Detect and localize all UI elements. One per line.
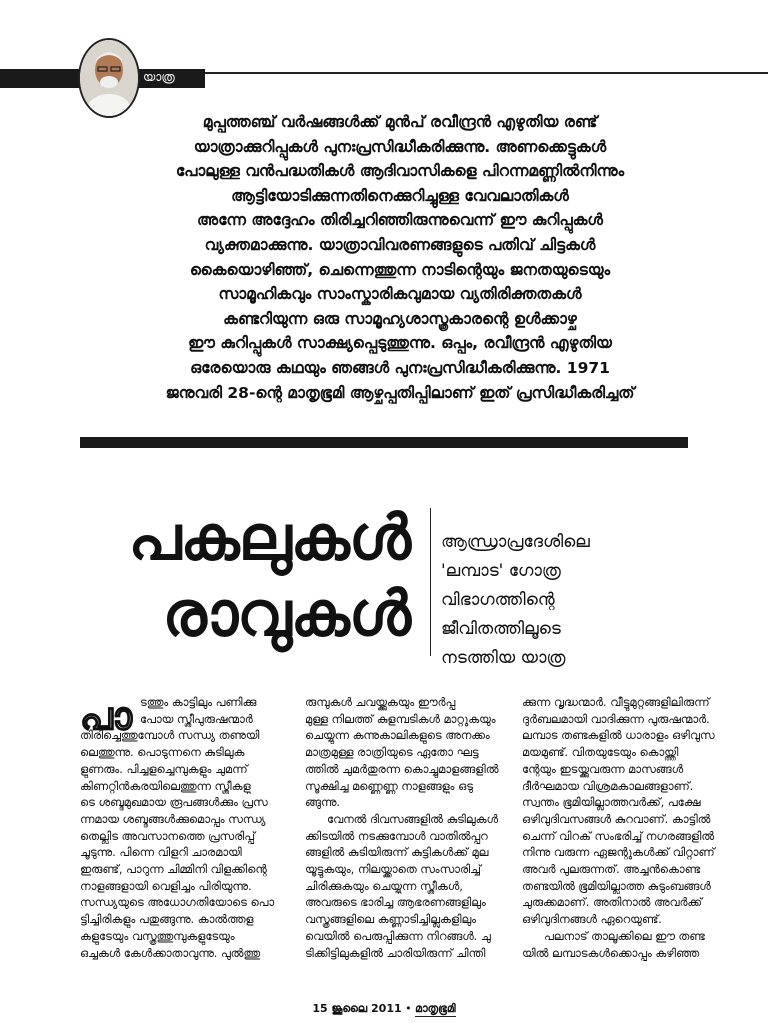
body-line: കളുടേയും വസ്ത്രത്തുമ്പുകളുടേയും (80, 928, 235, 943)
body-column-3 (522, 694, 729, 961)
body-line: ന്നമായ ശബ്ദങ്ങൾക്കുമൊപ്പം സന്ധ്യ (80, 811, 266, 826)
subhead-line: നടത്തിയ യാത്ര (441, 648, 566, 668)
body-line: ടെ ശബ്ദമുഖമായ രൂപങ്ങൾക്കും പ്രസ (80, 795, 268, 810)
body-line: ലമ്പാട തണ്ടകളിൽ ധാരാളം ഒഴിവുസ (522, 728, 715, 743)
body-line: അവർ പുലരുന്നത്. അച്ചൻകൊണ്ട (522, 862, 700, 877)
intro-line: കൈയൊഴിഞ്ഞ്, ചെന്നെത്തുന്ന നാടിന്റെയും ജനതയുടെയും (189, 260, 611, 279)
body-line: ഒഴിവുദിനങ്ങൾ ഏറെയുണ്ട്. (522, 912, 662, 927)
body-line: ക്കിടയിൽ നടക്കുമ്പോൾ വാതിൽപ്പുറ (305, 828, 488, 843)
body-line: ക്കുന്ന വൃദ്ധന്മാർ. വീട്ടുമുറ്റങ്ങളിലിരുന്ന് (522, 695, 710, 709)
body-line: വെയിൽ പെരുപ്പിക്കുന്ന നിറങ്ങൾ. ചു (305, 928, 491, 943)
body-line: ഒച്ചകൾ കേൾക്കാതാവുന്നു. പുൽത്തു (80, 945, 261, 960)
body-line: ചുരുക്കമാണ്. അതിനാൽ അവർക്ക് (522, 895, 703, 910)
intro-line: ഈ കുറിപ്പുകൾ സാക്ഷ്യപ്പെടുത്തുന്നു. ഒപ്പം, രവീന്ദ്രൻ എഴുതിയ (188, 334, 612, 353)
body-column-1 (80, 694, 284, 961)
headline-line-2: രാവുകൾ (162, 577, 410, 650)
body-line: സന്ധ്യയുടെ അധോഗതിയോടെ പൊ (80, 895, 275, 910)
body-line: ദീർഘമായ വിശ്രമകാലങ്ങളാണ്. (522, 778, 694, 793)
intro-line: ജനുവരി 28-ന്റെ മാതൃഭൂമി ആഴ്ചപ്പതിപ്പിലാണ് ഇത് പ്രസിദ്ധീകരിച്ചത് (165, 383, 635, 402)
body-line: പോയ സ്ത്രീപുരുഷന്മാർ (140, 711, 253, 726)
issue-date: 15 ജൂലൈ 2011 (312, 1002, 402, 1015)
section-tag: യാത്ര (143, 70, 175, 84)
body-line: ങ്ങളിൽ കുടിയിരുന്ന് കുട്ടികൾക്ക് മുല (305, 845, 489, 860)
headline-divider (430, 508, 431, 656)
body-line: ചെയ്യുന്ന കന്നുകാലികളുടെ അനക്കം (305, 728, 490, 743)
body-line: ടിക്കിട്ടിലുകളിൽ ചാരിയിരുന്ന് ചിന്തി (305, 945, 486, 960)
body-line: ട്ടിച്ചിരികളും പതുങ്ങുന്നു. കാൽത്തള (80, 912, 254, 927)
intro-line: ഒരേയൊരു കഥയും ഞങ്ങൾ പുനഃപ്രസിദ്ധീകരിക്കുന്നു. 1971 (190, 358, 610, 377)
intro-blurb (120, 110, 680, 405)
body-line: ത്തിൽ ചുമർതുരന്ന കൊച്ചുമാളങ്ങളിൽ (305, 761, 499, 776)
page-footer (0, 1002, 768, 1017)
article-subheading (441, 528, 590, 673)
body-line: തണ്ടയിൽ ഭൂമിയില്ലാത്ത കുടുംബങ്ങൾ (522, 878, 711, 893)
drop-cap: പാ (80, 694, 132, 738)
author-avatar (78, 38, 140, 118)
subhead-line: ജീവിതത്തിലൂടെ (441, 619, 561, 639)
body-line: ടത്തും കാട്ടിലും പണിക്കു (140, 695, 257, 709)
body-line: യിൽ ലമ്പാടകൾക്കൊപ്പം കഴിഞ്ഞ (522, 945, 700, 960)
body-line: വസ്ത്രങ്ങളിലെ കണ്ണാടിച്ചില്ലുകളിലും (305, 912, 476, 927)
body-line: മയമുണ്ട്. വിതയുടേയും കൊയ്ത്തി (522, 745, 679, 760)
body-line: ളുണരും. പിച്ചളച്ചെമ്പുകളും ചുമന്ന് (80, 761, 248, 776)
body-line: നാളങ്ങളായി വെളിച്ചം പിരിയുന്നു. (80, 878, 252, 893)
body-line: നിന്നു വരുന്ന ഏജന്റുകൾക്ക് വിറ്റാണ് (522, 845, 715, 860)
subhead-line: 'ലമ്പാട' ഗോത്ര (441, 561, 561, 581)
magazine-logo: മാതൃഭൂമി (415, 1002, 456, 1015)
author-photo-icon (80, 40, 138, 116)
body-line: മാത്രമുള്ള രാത്രിയുടെ ഏതോ ഘട്ട (305, 745, 479, 760)
body-line: ചൂടുന്നു. പിന്നെ വിളറി ചാരമായി (80, 845, 242, 860)
body-line: യൂട്ടുകയും, നിലയ്ക്കാതെ സംസാരിച്ച് (305, 862, 481, 877)
body-line: ലെത്തുന്നു. പൊടുന്നനെ കുടിലുക (80, 745, 245, 760)
intro-line: സാമൂഹികവും സാംസ്കാരികവുമായ വ്യതിരിക്തതകൾ (218, 285, 582, 304)
body-line: മുള്ള നിലത്ത് കുളമ്പടികൾ മാറ്റുകയും (305, 711, 496, 726)
body-line: കിണറ്റിൻകരയിലെത്തുന്ന സ്ത്രീകളു (80, 778, 251, 793)
intro-line: മുപ്പത്തഞ്ച് വർഷങ്ങൾക്ക് മുൻപ് രവീന്ദ്രൻ എഴുതിയ രണ്ട് (202, 113, 598, 131)
body-line: ഇരുണ്ട്, പാറുന്ന ചിമ്മിനി വിളക്കിന്റെ (80, 862, 267, 877)
intro-line: പോലുള്ള വൻപദ്ധതികൾ ആദിവാസികളെ പിറന്നമണ്ണിൽനിന്നും (175, 162, 625, 181)
body-line: സൂക്ഷിച്ച മണ്ണെണ്ണ നാളങ്ങളും ഒടു (305, 778, 473, 793)
body-line: ന്റേയും ഇടയ്ക്കുവരുന്ന മാസങ്ങൾ (522, 761, 684, 776)
section-divider (80, 437, 688, 448)
body-line: തിരിച്ചെത്തുമ്പോൾ സന്ധ്യ തണുയി (80, 728, 260, 743)
subhead-line: ആന്ധ്രാപ്രദേശിലെ (441, 532, 590, 552)
body-line: ഒഴിവുദിവസങ്ങൾ കുറവാണ്. കാട്ടിൽ (522, 811, 711, 826)
intro-line: ആട്ടിയോടിക്കുന്നതിനെക്കുറിച്ചുള്ള വേവലാതികൾ (231, 186, 569, 205)
intro-line: അന്നേ അദ്ദേഹം തിരിച്ചറിഞ്ഞിരുന്നുവെന്ന് ഈ കുറിപ്പുകൾ (197, 211, 603, 230)
body-line: സ്വന്തം ഭൂമിയില്ലാത്തവർക്ക്, പക്ഷേ (522, 795, 701, 810)
article-headline (128, 500, 410, 652)
subhead-line: വിഭാഗത്തിന്റെ (441, 590, 555, 610)
body-line: തെല്ലിട അവസാനത്തെ പ്രസരിപ്പ് (80, 828, 256, 843)
headline-line-1: പകലുകൾ (128, 501, 410, 574)
body-line: രുമ്പുകൾ ചവയ്ക്കുകയും ഈർപ്പ (305, 695, 456, 709)
footer-separator: • (405, 1002, 412, 1015)
body-line: അവരുടെ ഭാരിച്ച ആഭരണങ്ങളിലും (305, 895, 486, 910)
body-line: ചിരിക്കുകയും ചെയ്യുന്ന സ്ത്രീകൾ, (305, 878, 463, 893)
body-column-2 (305, 694, 501, 961)
intro-line: വ്യക്തമാക്കുന്നു. യാത്രാവിവരണങ്ങളുടെ പതിവ് ചിട്ടകൾ (204, 235, 596, 254)
body-line: ചെന്ന് വിറക് സംഭരിച്ച് നഗരങ്ങളിൽ (522, 828, 715, 843)
intro-line: യാത്രാക്കുറിപ്പുകൾ പുനഃപ്രസിദ്ധീകരിക്കുന്നു. അണക്കെട്ടുകൾ (193, 137, 607, 156)
body-line: പലനാട് താലൂക്കിലെ ഈ തണ്ട (544, 928, 705, 943)
body-line: ങ്ങുന്നു. (305, 795, 341, 810)
intro-line: കണ്ടറിയുന്ന ഒരു സാമൂഹ്യശാസ്ത്രകാരന്റെ ഉൾക്കാഴ്ച (223, 309, 577, 328)
body-line: ദുർബലമായി വാദിക്കുന്ന പുരുഷന്മാർ. (522, 711, 710, 726)
body-line: വേനൽ ദിവസങ്ങളിൽ കുടിലുകൾ (327, 811, 498, 826)
